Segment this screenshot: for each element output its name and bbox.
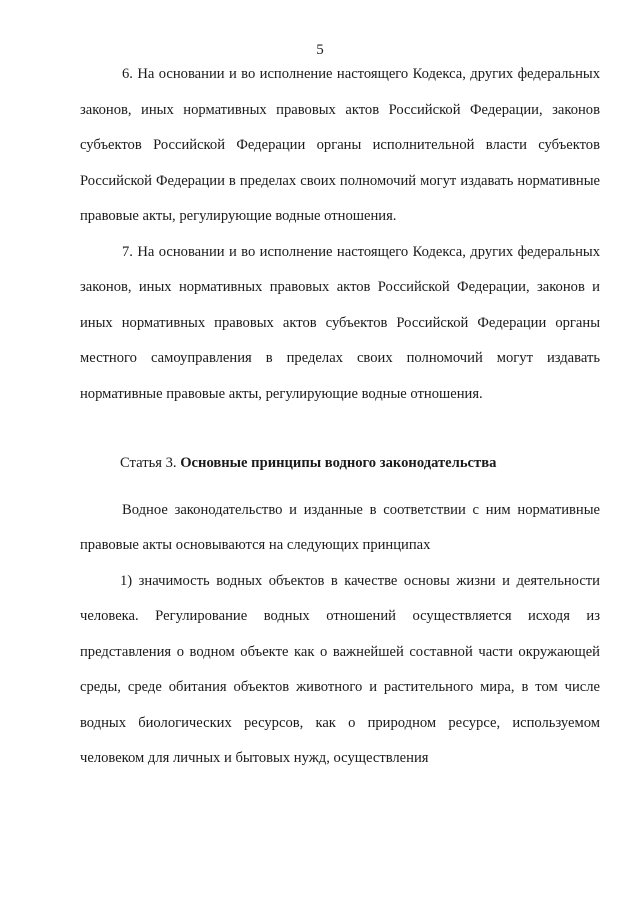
document-body — [80, 57, 600, 777]
article-title: Основные принципы водного законодательства — [180, 455, 497, 471]
principle-item-1: 1) значимость водных объектов в качестве основы жизни и деятельности человека. Регулирование водных отношений осуществляется исходя из представления о водном объекте как о важнейшей составной части окружающей среды, среде обитания объектов животного и растительного мира, в том числе водных биологических ресурсов, как о природном ресурсе, используемом человеком для личных и бытовых нужд, осуществления — [80, 572, 600, 766]
article-label: Статья 3. — [120, 455, 177, 471]
paragraph-6: 6. На основании и во исполнение настоящего Кодекса, других федеральных законов, иных нормативных правовых актов Российской Федерации, законов субъектов Российской Федерации органы исполнительной власти субъектов Российской Федерации в пределах своих полномочий могут издавать нормативные правовые акты, регулирующие водные отношения. — [80, 66, 600, 224]
page-number: 5 — [316, 42, 324, 58]
article-intro: Водное законодательство и изданные в соответствии с ним нормативные правовые акты основываются на следующих принципах — [80, 501, 600, 553]
paragraph-7: 7. На основании и во исполнение настоящего Кодекса, других федеральных законов, иных нормативных правовых актов Российской Федерации, законов и иных нормативных правовых актов субъектов Российской Федерации органы местного самоуправления в пределах своих полномочий могут издавать нормативные правовые акты, регулирующие водные отношения. — [80, 243, 600, 402]
article-heading — [80, 446, 600, 482]
